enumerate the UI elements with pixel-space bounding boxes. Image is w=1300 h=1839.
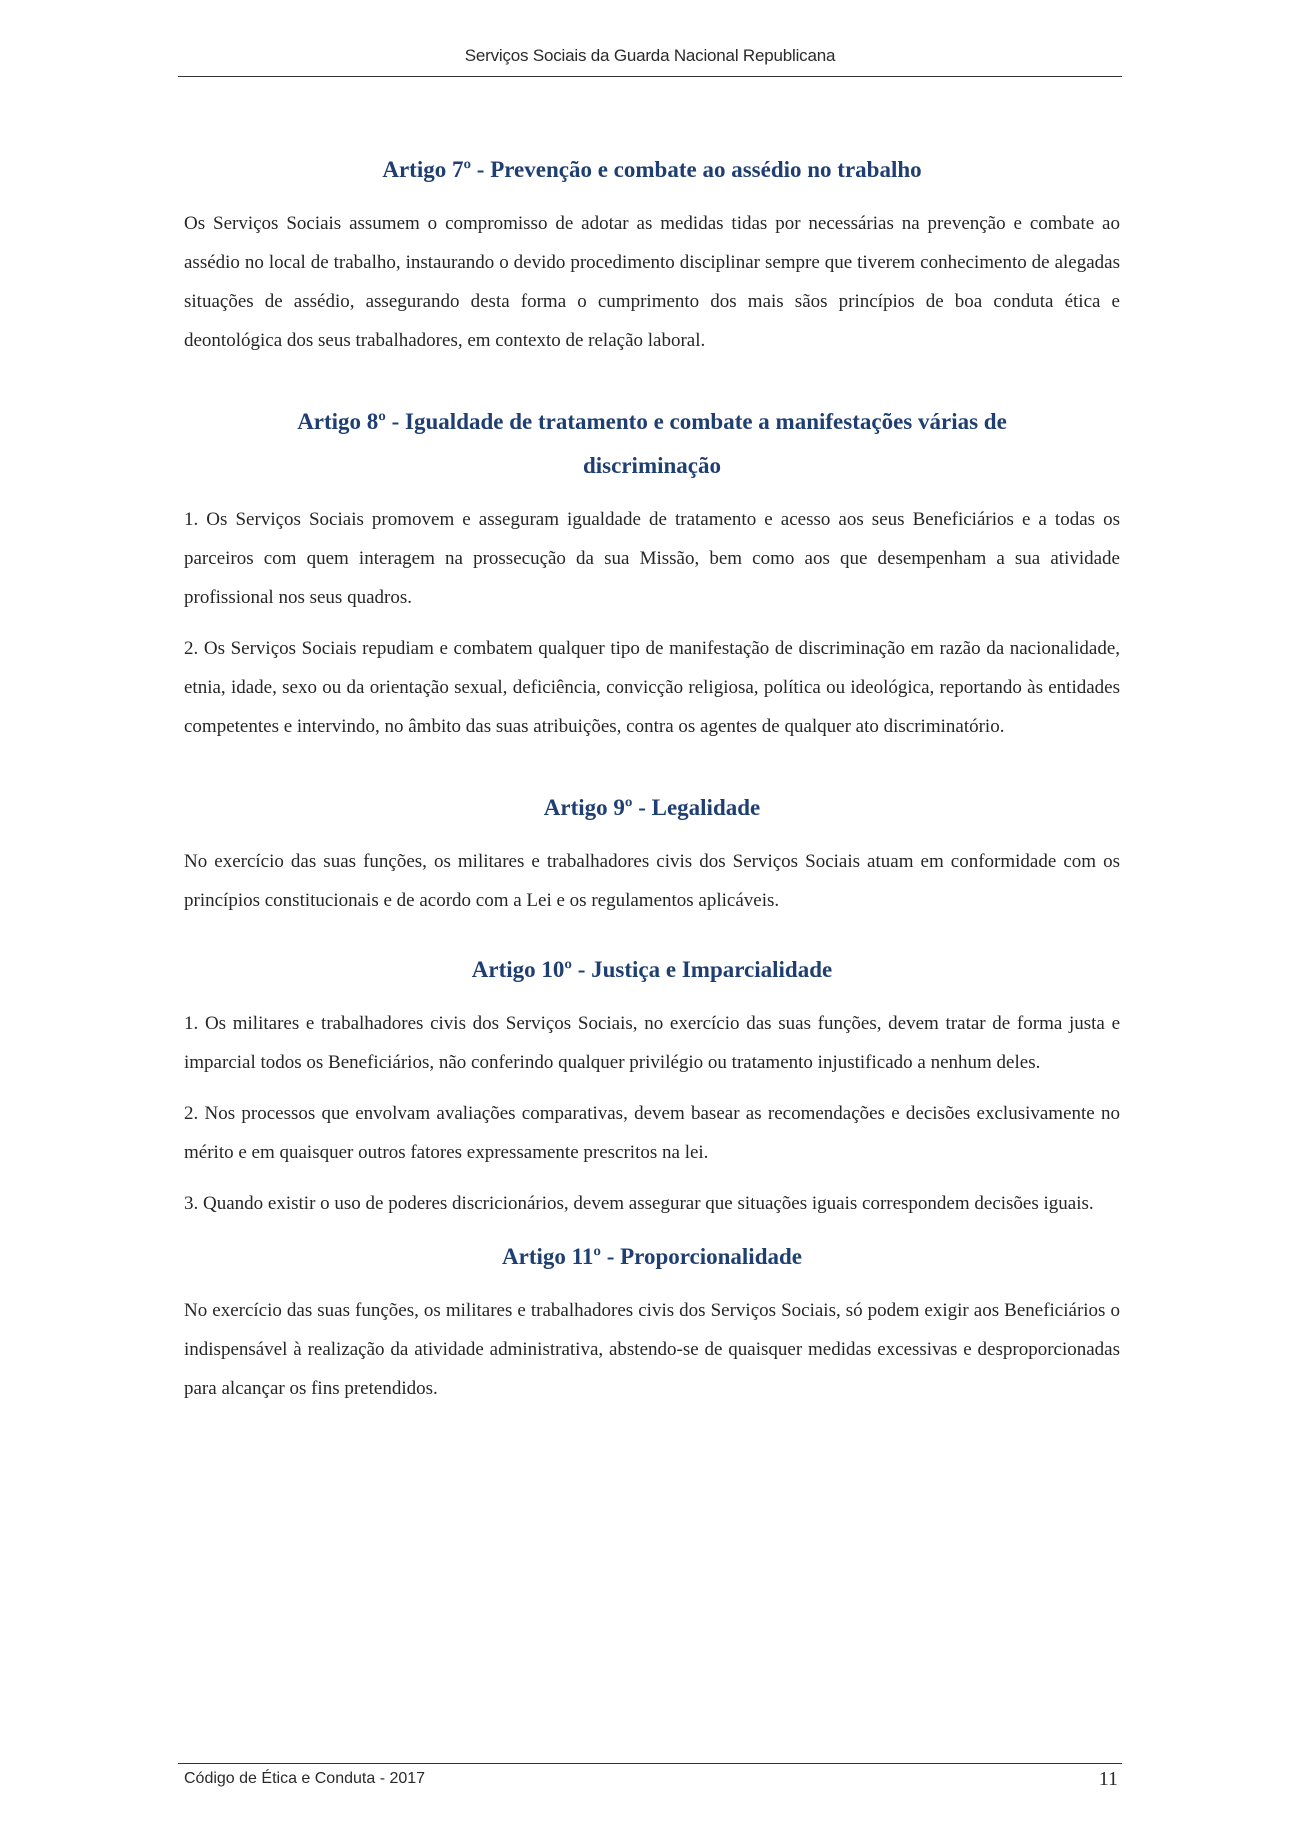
article-8-paragraph-2: 2. Os Serviços Sociais repudiam e combatem qualquer tipo de manifestação de discriminação em razão da nacionalidade, etnia, idade, sexo ou da orientação sexual, deficiência, convicção religiosa, política ou ideológica, reportando às entidades competentes e intervindo, no âmbito das suas atribuições, contra os agentes de qualquer ato discriminatório. <box>184 638 1120 737</box>
article-8-paragraph-1: 1. Os Serviços Sociais promovem e asseguram igualdade de tratamento e acesso aos seus Beneficiários e a todas os parceiros com quem interagem na prossecução da sua Missão, bem como aos que desempenham a sua atividade profissional nos seus quadros. <box>184 509 1120 608</box>
header-divider <box>178 76 1122 77</box>
article-10-paragraph-2: 2. Nos processos que envolvam avaliações comparativas, devem basear as recomendações e decisões exclusivamente no mérito e em quaisquer outros fatores expressamente prescritos na lei. <box>184 1103 1120 1163</box>
article-9-paragraph-1: No exercício das suas funções, os militares e trabalhadores civis dos Serviços Sociais atuam em conformidade com os princípios constitucionais e de acordo com a Lei e os regulamentos aplicáveis. <box>184 851 1120 911</box>
article-8-title-line-2: discriminação <box>583 453 721 478</box>
page-header: Serviços Sociais da Guarda Nacional Republicana <box>464 46 836 65</box>
page-number: 11 <box>1098 1768 1118 1790</box>
article-10-paragraph-1: 1. Os militares e trabalhadores civis dos Serviços Sociais, no exercício das suas funções, devem tratar de forma justa e imparcial todos os Beneficiários, não conferindo qualquer privilégio ou tratamento injustificado a nenhum deles. <box>184 1013 1120 1073</box>
footer-divider <box>178 1763 1122 1764</box>
article-10-title: Artigo 10º - Justiça e Imparcialidade <box>471 957 833 982</box>
document-body <box>184 148 1120 1408</box>
article-10-paragraph-3: 3. Quando existir o uso de poderes discricionários, devem assegurar que situações iguais correspondem decisões iguais. <box>184 1193 1094 1214</box>
article-11-paragraph-1: No exercício das suas funções, os militares e trabalhadores civis dos Serviços Sociais, só podem exigir aos Beneficiários o indispensável à realização da atividade administrativa, abstendo-se de quaisquer medidas excessivas e desproporcionadas para alcançar os fins pretendidos. <box>184 1300 1120 1399</box>
article-7-paragraph-1: Os Serviços Sociais assumem o compromisso de adotar as medidas tidas por necessárias na prevenção e combate ao assédio no local de trabalho, instaurando o devido procedimento disciplinar sempre que tiverem conhecimento de alegadas situações de assédio, assegurando desta forma o cumprimento dos mais sãos princípios de boa conduta ética e deontológica dos seus trabalhadores, em contexto de relação laboral. <box>184 213 1120 351</box>
article-11-title: Artigo 11º - Proporcionalidade <box>502 1244 802 1269</box>
footer-document-title: Código de Ética e Conduta - 2017 <box>184 1770 426 1787</box>
article-9-title: Artigo 9º - Legalidade <box>543 795 761 820</box>
article-7-title: Artigo 7º - Prevenção e combate ao assédio no trabalho <box>382 157 922 182</box>
article-8-title-line-1: Artigo 8º - Igualdade de tratamento e combate a manifestações várias de <box>297 409 1007 434</box>
